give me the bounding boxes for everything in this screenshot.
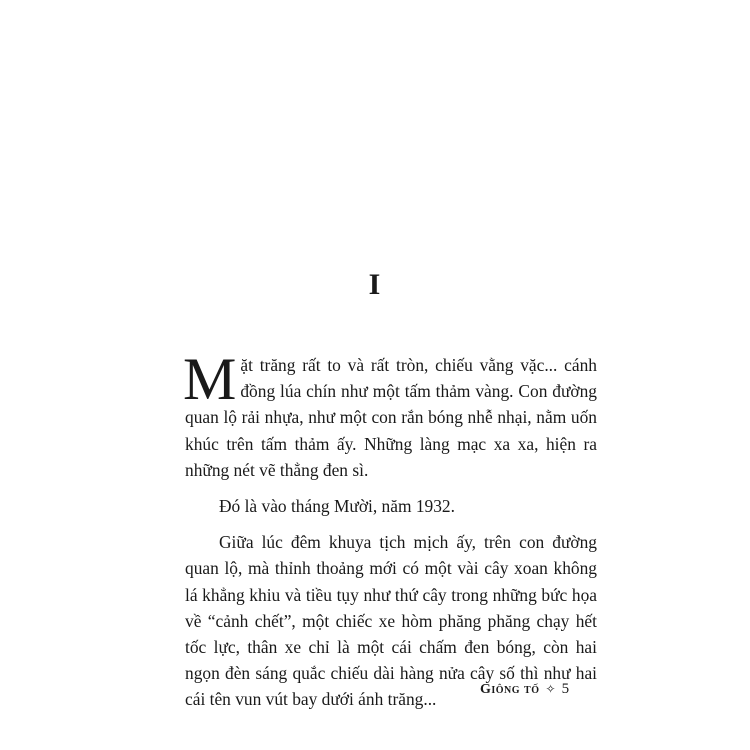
paragraph-1 [183, 346, 597, 483]
running-title: Giông tố [480, 682, 540, 697]
chapter-number: I [368, 268, 382, 301]
paragraph-1-text: ặt trăng rất to và rất tròn, chiếu vằng vặc... cánh đồng lúa chín như một tấm thảm vàng. Con đường quan lộ rải nhựa, như một con rắn bóng nhễ nhại, nằm uốn khúc trên tấm thảm ấy. Những làng mạc xa xa, hiện ra những nét vẽ thẳng đen sì. [185, 355, 597, 480]
drop-cap: M [183, 346, 237, 412]
paragraph-3: Giữa lúc đêm khuya tịch mịch ấy, trên con đường quan lộ, mà thỉnh thoảng mới có một vài cây xoan không lá khẳng khiu và tiều tụy như thứ cây trong những bức họa về “cảnh chết”, một chiếc xe hòm phăng phăng chạy hết tốc lực, thân xe chỉ là một cái chấm đen bóng, còn hai ngọn đèn sáng quắc chiếu dài hàng nửa cây số thì như hai cái tên vun vút bay dưới ánh trăng... [185, 532, 597, 710]
separator-ornament-icon: ✧ [545, 682, 556, 696]
page-number: 5 [561, 681, 570, 697]
page-footer [480, 681, 569, 698]
paragraph-2: Đó là vào tháng Mười, năm 1932. [219, 496, 455, 517]
chapter-body [183, 346, 597, 723]
